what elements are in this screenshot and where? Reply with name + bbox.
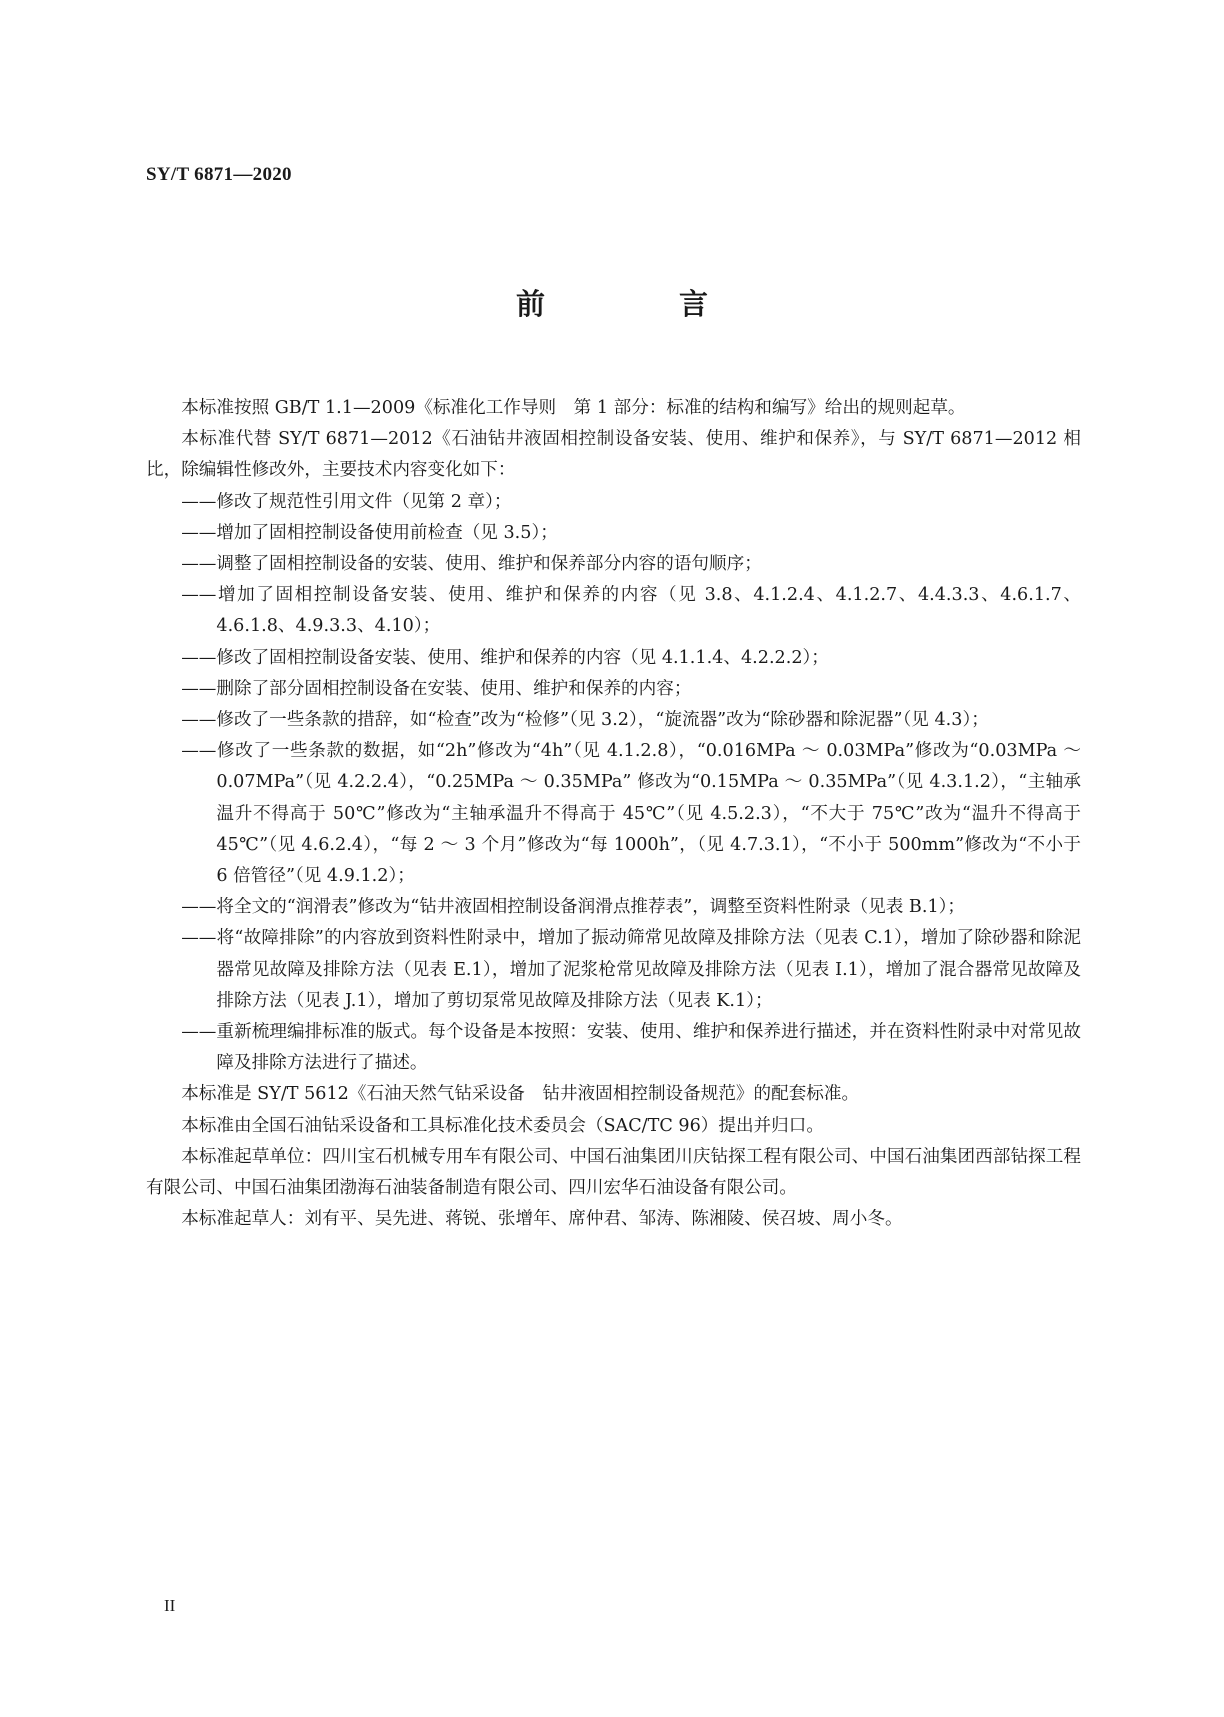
document-body — [146, 393, 1081, 1235]
page-title: 前 言 — [515, 287, 771, 321]
paragraph-committee: 本标准由全国石油钻采设备和工具标准化技术委员会（SAC/TC 96）提出并归口。 — [181, 1115, 824, 1136]
list-item: ——删除了部分固相控制设备在安装、使用、维护和保养的内容； — [181, 678, 692, 699]
list-item: ——将全文的“润滑表”修改为“钻井液固相控制设备润滑点推荐表”，调整至资料性附录（见表 B.1）； — [181, 897, 966, 918]
list-item: ——修改了规范性引用文件（见第 2 章）； — [181, 491, 512, 512]
list-item: ——修改了一些条款的措辞，如“检查”改为“检修”（见 3.2），“旋流器”改为“除砂器和除泥器”（见 4.3）； — [181, 710, 989, 731]
list-item: ——增加了固相控制设备安装、使用、维护和保养的内容（见 3.8、4.1.2.4、4.1.2.7、4.4.3.3、4.6.1.7、4.6.1.8、4.9.3.3、4.10）； — [181, 585, 1081, 637]
changes-list — [146, 487, 1081, 1080]
list-item: ——修改了一些条款的数据，如“2h”修改为“4h”（见 4.1.2.8），“0.016MPa ～ 0.03MPa”修改为“0.03MPa ～ 0.07MPa”（见 4.2.2.4），“0.25MPa ～ 0.35MPa” 修改为“0.15MPa ～ 0.35MPa”（见 4.3.1.2），“主轴承温升不得高于 50℃”修改为“主轴承温升不得高于 45℃”（见 4.5.2.3），“不大于 75℃”改为“温升不得高于 45℃”（见 4.6.2.4），“每 2 ～ 3 个月”修改为“每 1000h”，（见 4.7.3.1），“不小于 500mm”修改为“不小于 6 倍管径”（见 4.9.1.2）； — [181, 741, 1081, 887]
list-item: ——修改了固相控制设备安装、使用、维护和保养的内容（见 4.1.1.4、4.2.2.2）； — [181, 647, 829, 668]
paragraph-drafting-basis: 本标准按照 GB/T 1.1—2009《标准化工作导则 第 1 部分：标准的结构和编写》给出的规则起草。 — [181, 398, 966, 418]
paragraph-replacement: 本标准代替 SY/T 6871—2012《石油钻井液固相控制设备安装、使用、维护和保养》，与 SY/T 6871—2012 相比，除编辑性修改外，主要技术内容变化如下： — [146, 429, 1081, 481]
paragraph-supporting-standard: 本标准是 SY/T 5612《石油天然气钻采设备 钻井液固相控制设备规范》的配套标准。 — [181, 1084, 860, 1105]
list-item: ——调整了固相控制设备的安装、使用、维护和保养部分内容的语句顺序； — [181, 554, 762, 575]
list-item: ——增加了固相控制设备使用前检查（见 3.5）； — [181, 522, 558, 543]
paragraph-drafters: 本标准起草人：刘有平、吴先进、蒋锐、张增年、席仲君、邹涛、陈湘陵、侯召坡、周小冬。 — [181, 1209, 903, 1230]
page-number: II — [164, 1596, 176, 1615]
list-item: ——将“故障排除”的内容放到资料性附录中，增加了振动筛常见故障及排除方法（见表 C.1），增加了除砂器和除泥器常见故障及排除方法（见表 E.1），增加了泥浆枪常见故障及排除方法（见表 I.1），增加了混合器常见故障及排除方法（见表 J.1），增加了剪切泵常见故障及排除方法（见表 K.1）； — [181, 928, 1081, 1011]
paragraph-drafting-units: 本标准起草单位：四川宝石机械专用车有限公司、中国石油集团川庆钻探工程有限公司、中国石油集团西部钻探工程有限公司、中国石油集团渤海石油装备制造有限公司、四川宏华石油设备有限公司。 — [146, 1146, 1081, 1199]
list-item: ——重新梳理编排标准的版式。每个设备是本按照：安装、使用、维护和保养进行描述，并在资料性附录中对常见故障及排除方法进行了描述。 — [181, 1022, 1081, 1074]
document-code: SY/T 6871—2020 — [146, 164, 292, 185]
